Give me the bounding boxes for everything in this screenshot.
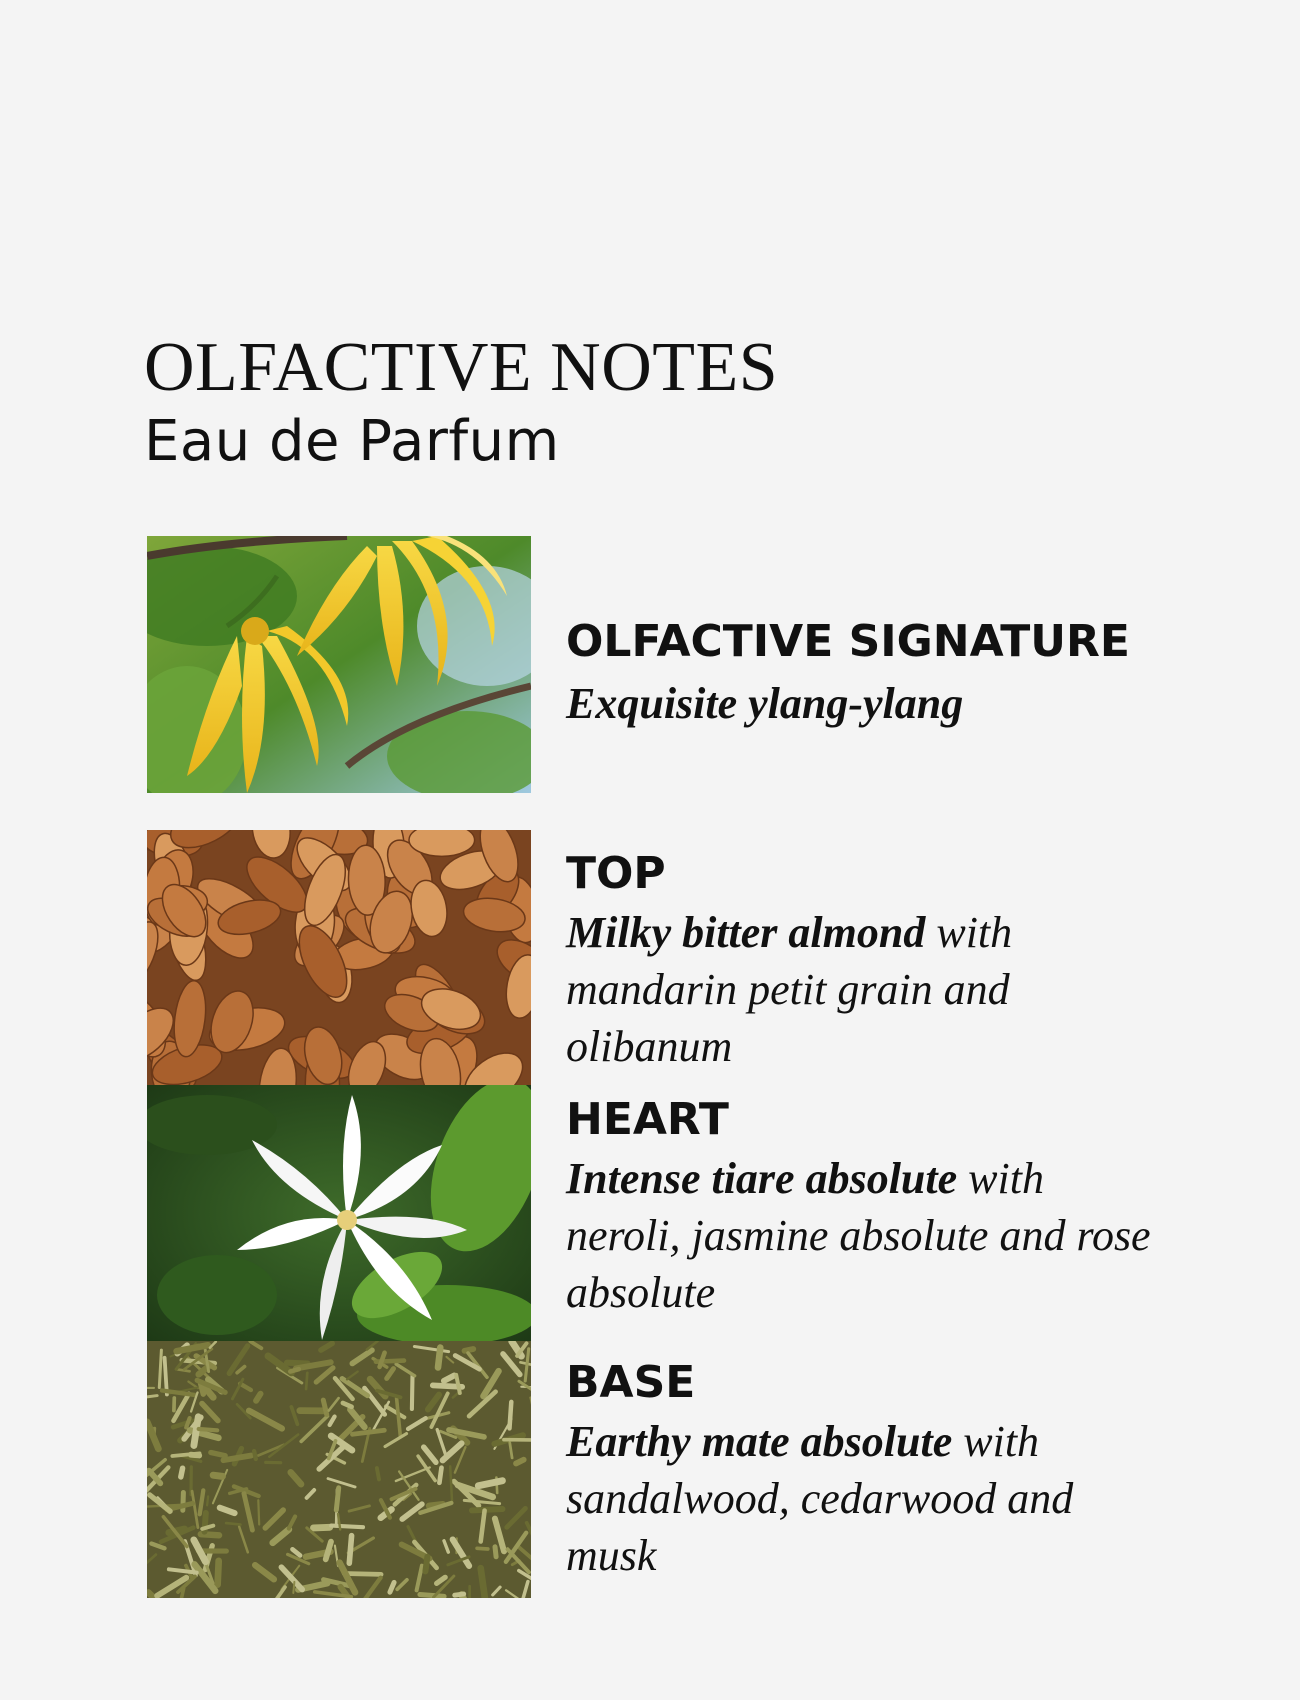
- note-rest: with neroli, jasmine absolute and rose absolute: [566, 1154, 1151, 1317]
- note-description-signature: [566, 675, 1166, 732]
- note-heading-top: TOP: [566, 848, 666, 899]
- note-heading-signature: OLFACTIVE SIGNATURE: [566, 616, 1130, 667]
- note-emphasis: Exquisite ylang-ylang: [566, 679, 964, 728]
- tiare-flower-image: [147, 1085, 531, 1341]
- note-emphasis: Earthy mate absolute: [566, 1417, 953, 1466]
- note-description-top: [566, 904, 1166, 1075]
- note-emphasis: Milky bitter almond: [566, 908, 926, 957]
- note-heading-base: BASE: [566, 1357, 696, 1408]
- page-title: OLFACTIVE NOTES: [144, 329, 779, 406]
- mate-leaves-image: [147, 1341, 531, 1598]
- note-rest: with sandalwood, cedarwood and musk: [566, 1417, 1074, 1580]
- page-subtitle: Eau de Parfum: [144, 409, 560, 474]
- note-heading-heart: HEART: [566, 1094, 729, 1145]
- ylang-ylang-flower-image: [147, 536, 531, 793]
- note-description-base: [566, 1413, 1166, 1584]
- almonds-image: [147, 830, 531, 1085]
- note-rest: with mandarin petit grain and olibanum: [566, 908, 1013, 1071]
- note-description-heart: [566, 1150, 1166, 1321]
- note-emphasis: Intense tiare absolute: [566, 1154, 958, 1203]
